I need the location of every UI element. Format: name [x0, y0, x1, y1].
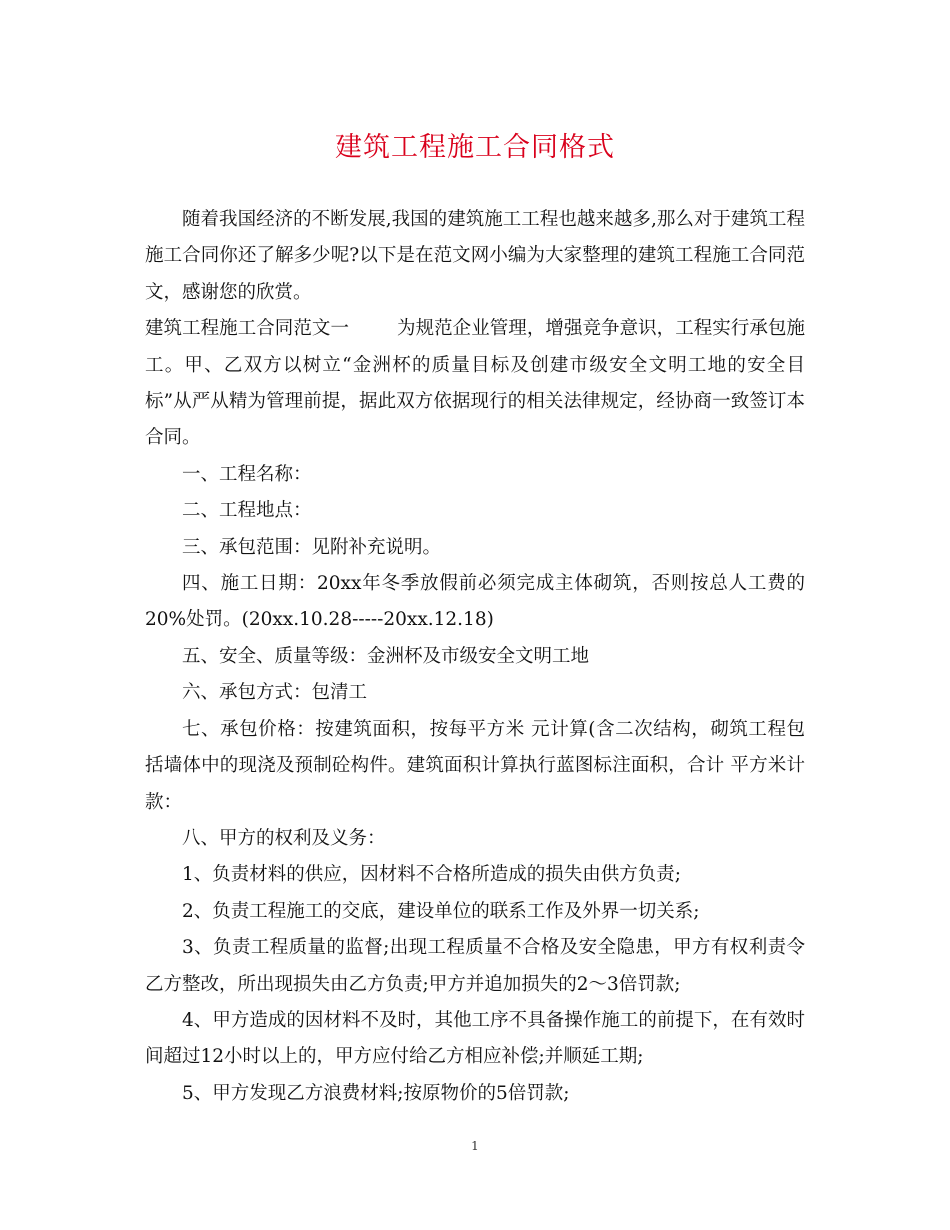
- clause-construction-date: 四、施工日期：20xx年冬季放假前必须完成主体砌筑，否则按总人工费的20%处罚。(20xx.10.28-----20xx.12.18): [145, 573, 805, 631]
- clause-project-name: 一、工程名称：: [182, 463, 312, 485]
- intro-paragraph: 随着我国经济的不断发展,我国的建筑施工工程也越来越多,那么对于建筑工程施工合同你还了解多少呢?以下是在范文网小编为大家整理的建筑工程施工合同范文，感谢您的欣赏。: [145, 209, 805, 303]
- sample-paragraph: [145, 311, 805, 457]
- sample-heading: 建筑工程施工合同范文一: [145, 318, 349, 340]
- party-a-duty-5: 5、甲方发现乙方浪费材料;按原物价的5倍罚款;: [182, 1082, 570, 1104]
- document-title: 建筑工程施工合同格式: [335, 132, 615, 163]
- clause-project-location: 二、工程地点：: [182, 500, 312, 522]
- clause-contract-price: 七、承包价格：按建筑面积，按每平方米 元计算(含二次结构，砌筑工程包括墙体中的现浇及预制砼构件。建筑面积计算执行蓝图标注面积，合计 平方米计款：: [145, 718, 805, 813]
- clause-party-a-rights: 八、甲方的权利及义务：: [182, 827, 386, 849]
- document-body: [145, 202, 805, 1112]
- clause-contract-scope: 三、承包范围：见附补充说明。: [182, 536, 442, 558]
- sample-intro-text: 为规范企业管理，增强竞争意识，工程实行承包施工。甲、乙双方以树立“金洲杯的质量目标及创建市级安全文明工地的安全目标”从严从精为管理前提，据此双方依据现行的相关法律规定，经协商一致签订本合同。: [145, 318, 805, 449]
- party-a-duty-1: 1、负责材料的供应，因材料不合格所造成的损失由供方负责;: [182, 864, 682, 886]
- party-a-duty-4: 4、甲方造成的因材料不及时，其他工序不具备操作施工的前提下，在有效时间超过12小时以上的，甲方应付给乙方相应补偿;并顺延工期;: [145, 1009, 805, 1068]
- party-a-duty-2: 2、负责工程施工的交底，建设单位的联系工作及外界一切关系;: [182, 900, 700, 922]
- page-number: 1: [471, 1139, 479, 1153]
- party-a-duty-3: 3、负责工程质量的监督;出现工程质量不合格及安全隐患，甲方有权利责令乙方整改，所出现损失由乙方负责;甲方并追加损失的2～3倍罚款;: [145, 937, 805, 995]
- clause-quality-level: 五、安全、质量等级：金洲杯及市级安全文明工地: [182, 645, 590, 667]
- clause-contract-method: 六、承包方式：包清工: [182, 682, 368, 704]
